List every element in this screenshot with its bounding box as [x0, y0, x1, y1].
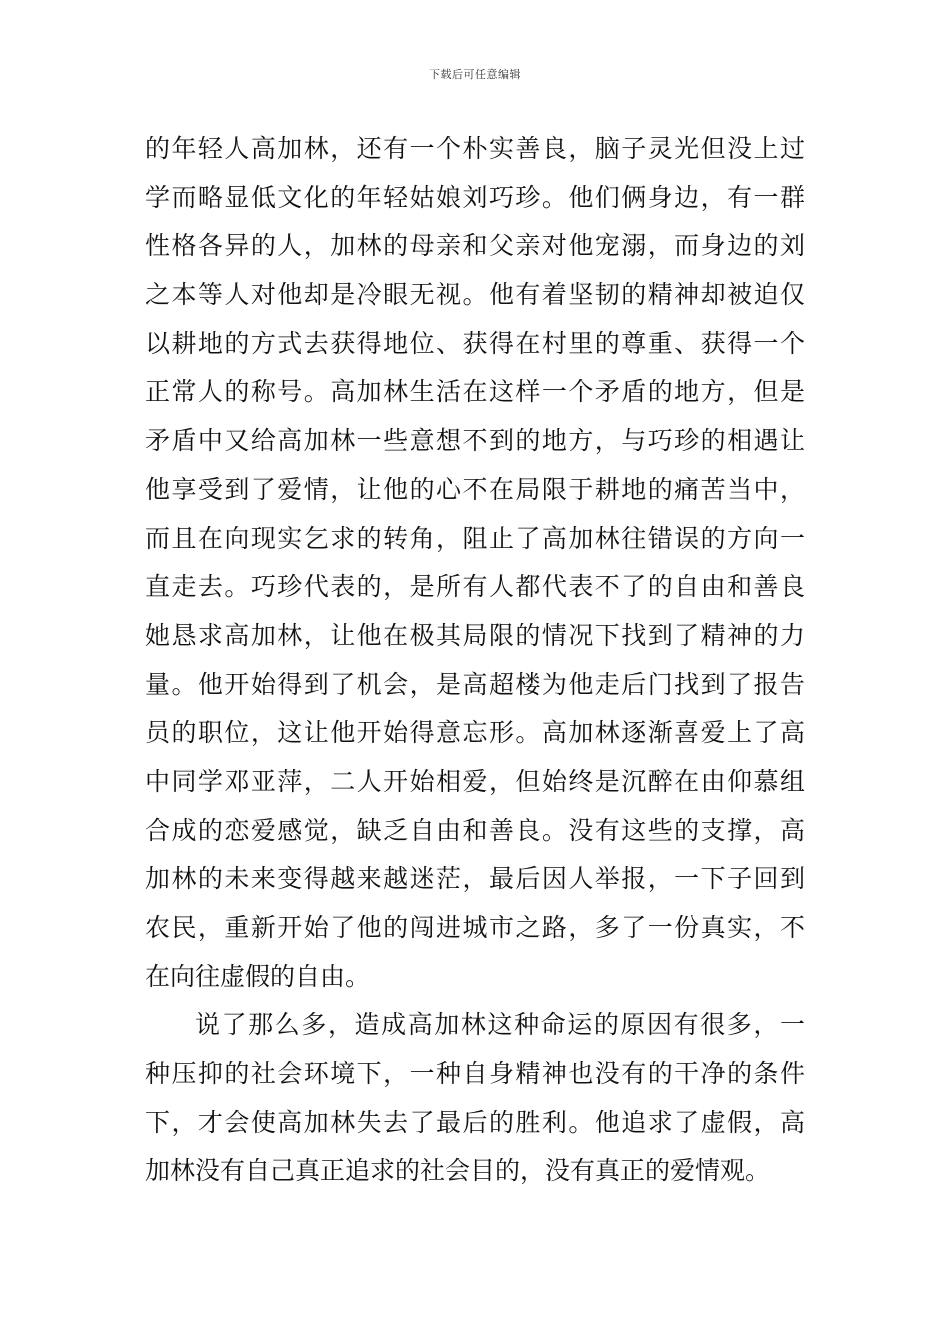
page-header: 下载后可任意编辑: [429, 68, 521, 81]
text-line: 下，才会使高加林失去了最后的胜利。他追求了虚假，高: [145, 1107, 805, 1137]
paragraph-1: [145, 125, 805, 1001]
text-line: 而且在向现实乞求的转角，阻止了高加林往错误的方向一: [145, 523, 805, 553]
document-body: [145, 125, 805, 1196]
text-line: 她恳求高加林，让他在极其局限的情况下找到了精神的力: [145, 620, 805, 650]
text-line: 在向往虚假的自由。: [145, 961, 371, 991]
text-line: 种压抑的社会环境下，一种自身精神也没有的干净的条件: [145, 1059, 805, 1089]
text-line: 说了那么多，造成高加林这种命运的原因有很多，一: [195, 1010, 805, 1040]
text-line: 性格各异的人，加林的母亲和父亲对他宠溺，而身边的刘: [145, 231, 805, 261]
text-line: 正常人的称号。高加林生活在这样一个矛盾的地方，但是: [145, 377, 805, 407]
text-line: 以耕地的方式去获得地位、获得在村里的尊重、获得一个: [145, 328, 805, 358]
text-line: 中同学邓亚萍，二人开始相爱，但始终是沉醉在由仰慕组: [145, 766, 805, 796]
text-line: 他享受到了爱情，让他的心不在局限于耕地的痛苦当中，: [145, 474, 805, 504]
text-line: 之本等人对他却是冷眼无视。他有着坚韧的精神却被迫仅: [145, 280, 805, 310]
text-line: 量。他开始得到了机会，是高超楼为他走后门找到了报告: [145, 669, 805, 699]
text-line: 矛盾中又给高加林一些意想不到的地方，与巧珍的相遇让: [145, 426, 805, 456]
text-line: 员的职位，这让他开始得意忘形。高加林逐渐喜爱上了高: [145, 718, 805, 748]
text-line: 直走去。巧珍代表的，是所有人都代表不了的自由和善良: [145, 572, 805, 602]
text-line: 农民，重新开始了他的闯进城市之路，多了一份真实，不: [145, 913, 805, 942]
text-line: 加林的未来变得越来越迷茫，最后因人举报，一下子回到: [145, 864, 805, 894]
text-line: 的年轻人高加林，还有一个朴实善良，脑子灵光但没上过: [145, 134, 805, 163]
text-line: 加林没有自己真正追求的社会目的，没有真正的爱情观。: [145, 1156, 771, 1186]
text-line: 学而略显低文化的年轻姑娘刘巧珍。他们俩身边，有一群: [145, 182, 805, 212]
text-line: 合成的恋爱感觉，缺乏自由和善良。没有这些的支撑，高: [145, 815, 805, 845]
paragraph-2: [145, 1001, 805, 1196]
